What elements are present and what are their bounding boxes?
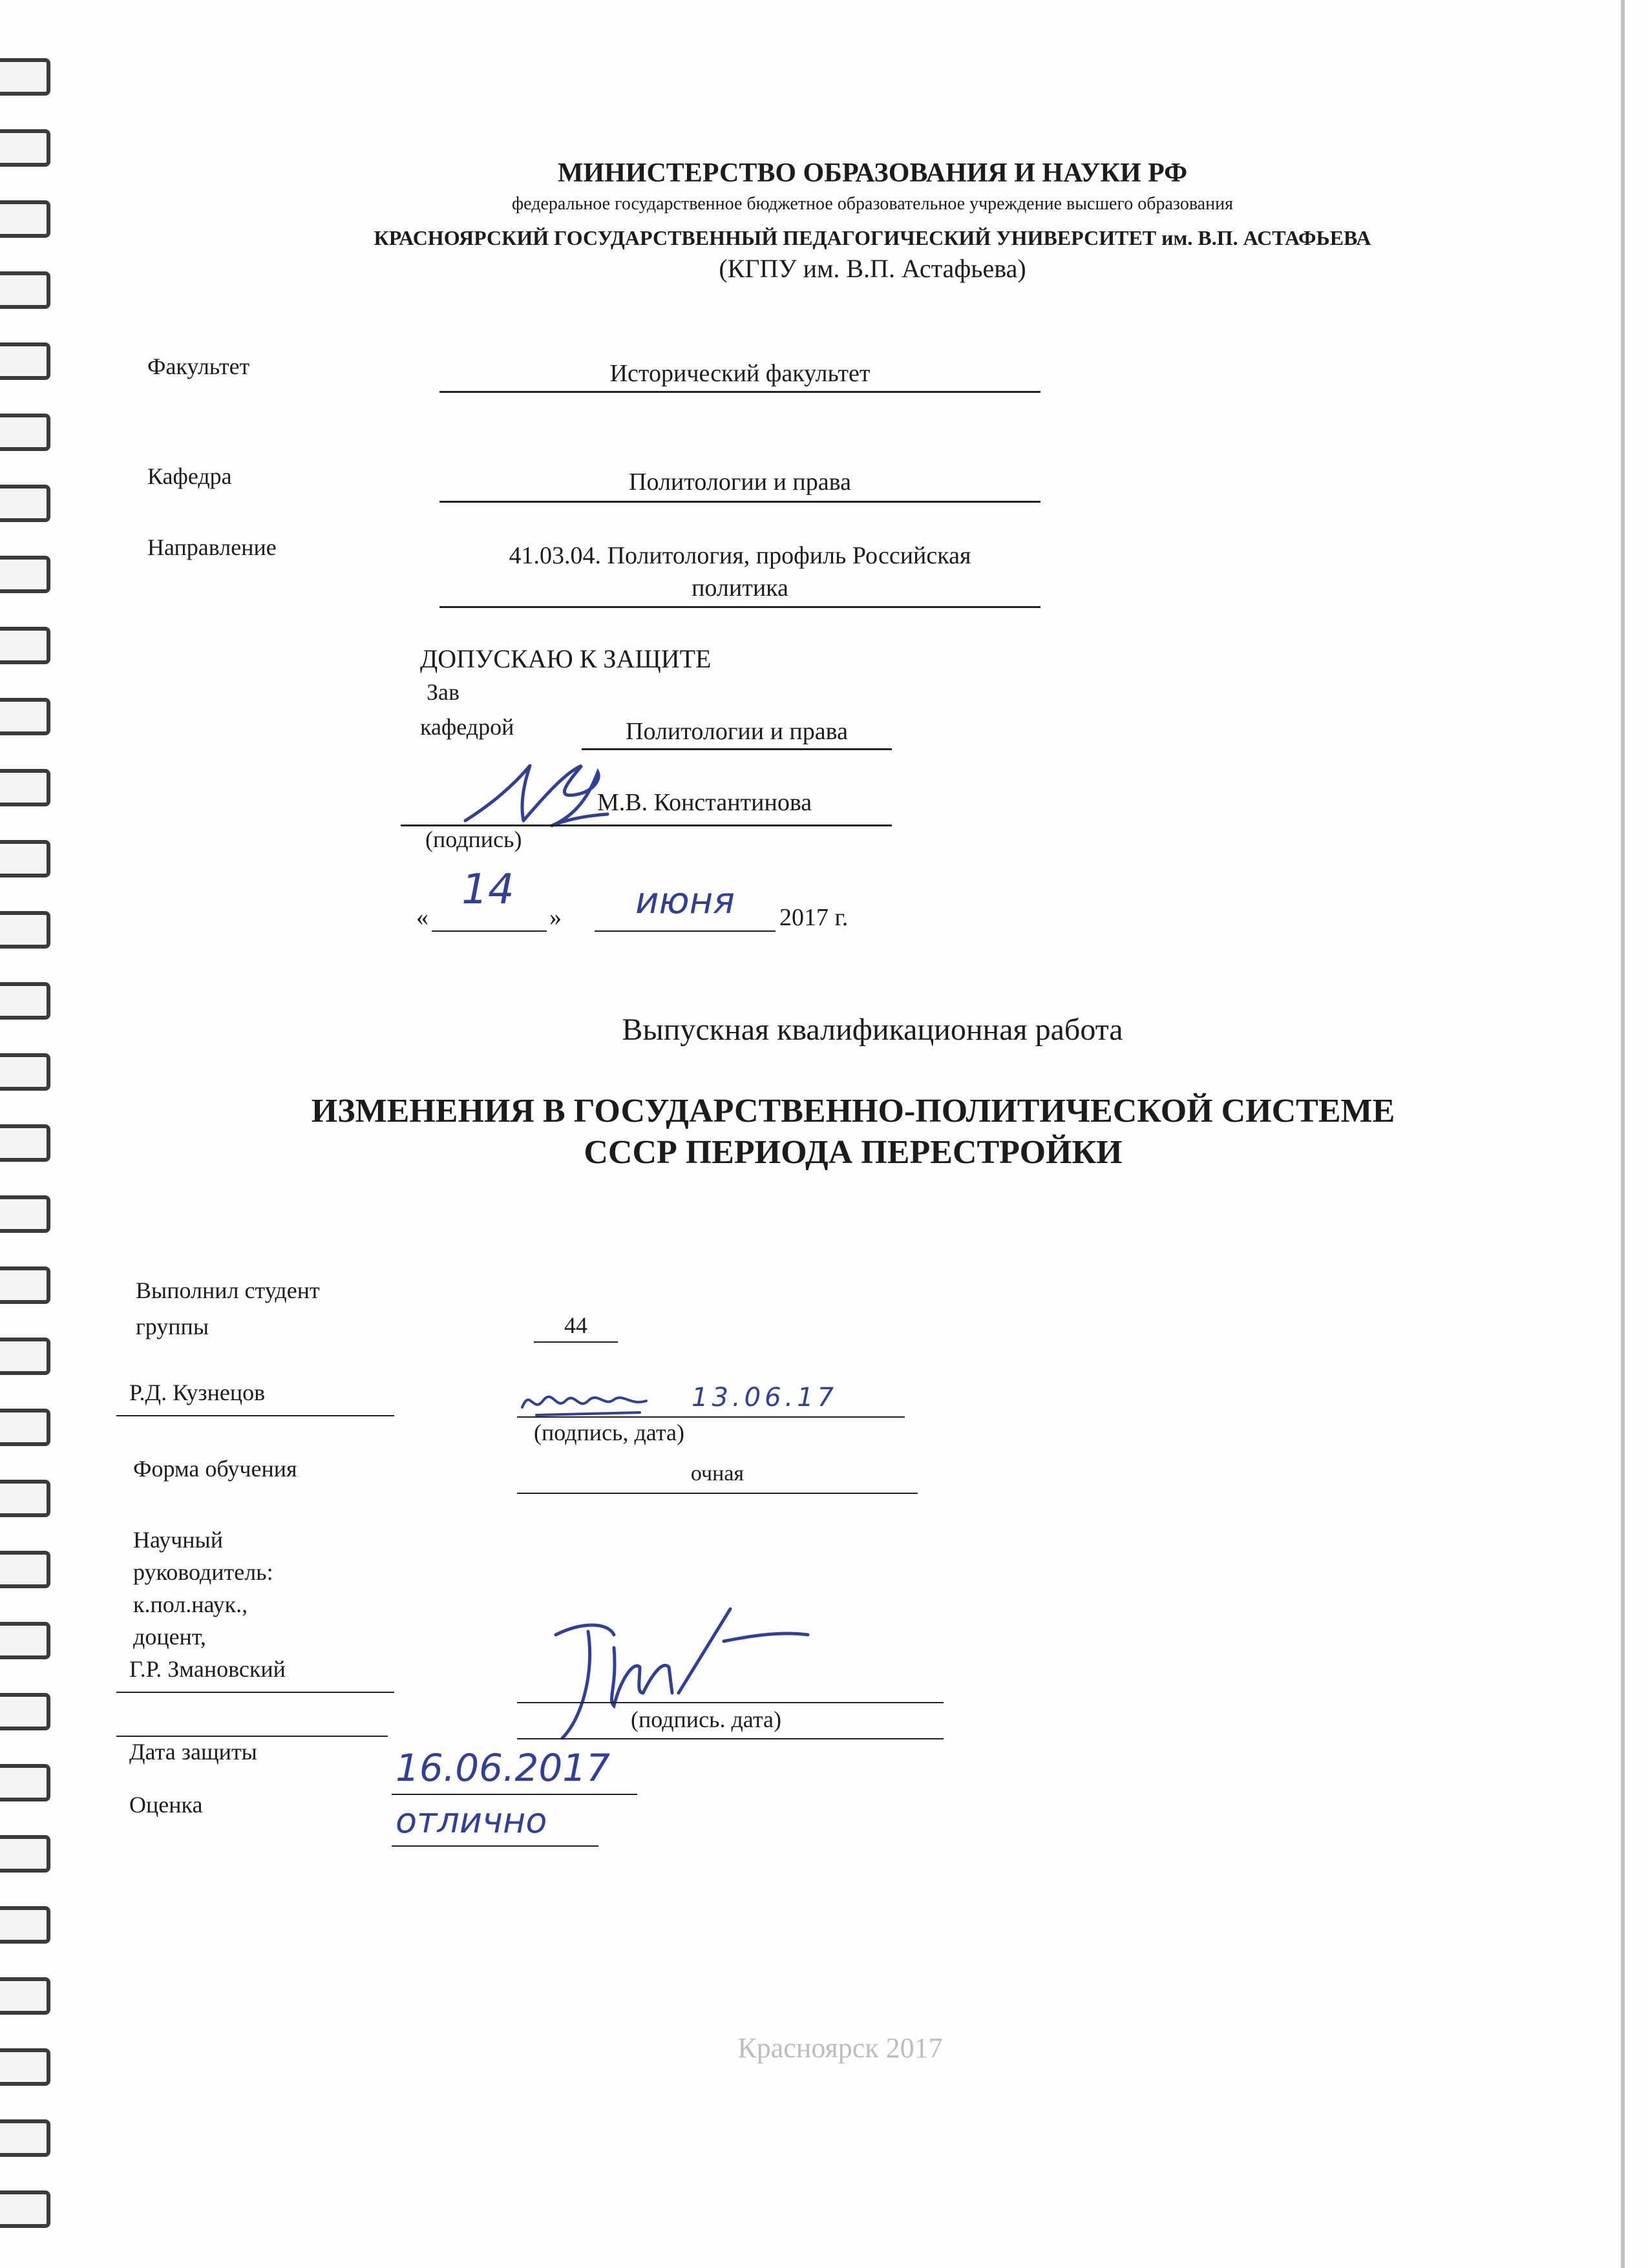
direction-underline — [439, 606, 1041, 608]
approval-date-close-quote: » — [549, 904, 562, 931]
faculty-value: Исторический факультет — [609, 360, 871, 387]
work-title-line2: СССР ПЕРИОДА ПЕРЕСТРОЙКИ — [584, 1134, 1123, 1171]
ministry-title: МИНИСТЕРСТВО ОБРАЗОВАНИЯ И НАУКИ РФ — [557, 158, 1188, 188]
grade-value: отлично — [396, 1800, 547, 1841]
approval-date-open-quote: « — [416, 904, 428, 931]
work-type: Выпускная квалификационная работа — [622, 1013, 1123, 1047]
supervisor-block-underline-right — [517, 1738, 944, 1739]
study-form-label: Форма обучения — [133, 1456, 297, 1482]
supervisor-name-underline — [116, 1692, 394, 1693]
head-label-line1: Зав — [427, 679, 460, 705]
approval-date-year: 2017 г. — [779, 904, 849, 931]
student-name-underline — [116, 1415, 394, 1416]
defense-date-underline — [392, 1794, 637, 1795]
page-edge — [1621, 0, 1625, 2268]
study-form-underline — [517, 1493, 918, 1494]
grade-label: Оценка — [129, 1792, 203, 1818]
direction-value-line1: 41.03.04. Политология, профиль Российская — [509, 542, 971, 569]
faculty-underline — [439, 391, 1041, 393]
supervisor-label-line4: доцент, — [133, 1624, 206, 1650]
student-signature-caption: (подпись, дата) — [534, 1420, 684, 1445]
student-signature-date: 13.06.17 — [692, 1383, 838, 1412]
student-label-line1: Выполнил студент — [136, 1277, 320, 1303]
supervisor-signature-caption: (подпись. дата) — [631, 1706, 781, 1732]
university-short: (КГПУ им. В.П. Астафьева) — [719, 254, 1026, 283]
student-signature — [517, 1381, 659, 1420]
approval-day-underline — [432, 930, 547, 932]
department-value: Политологии и права — [629, 468, 851, 496]
faculty-label: Факультет — [147, 353, 250, 379]
supervisor-label-line2: руководитель: — [133, 1559, 273, 1585]
head-signature — [452, 759, 620, 834]
spiral-binding — [0, 0, 71, 2268]
approval-date-day: 14 — [461, 866, 514, 914]
supervisor-block-underline-left — [116, 1736, 388, 1737]
student-group: 44 — [564, 1312, 587, 1338]
student-label-line2: группы — [136, 1314, 209, 1339]
defense-date-label: Дата защиты — [129, 1739, 257, 1765]
student-name: Р.Д. Кузнецов — [129, 1380, 266, 1405]
footer-city-year: Красноярск 2017 — [737, 2032, 943, 2064]
supervisor-signature-underline — [517, 1702, 944, 1703]
direction-label: Направление — [147, 534, 277, 560]
approval-month-underline — [595, 930, 776, 932]
student-group-underline — [534, 1341, 618, 1343]
direction-value-line2: политика — [692, 574, 788, 602]
department-label: Кафедра — [147, 463, 232, 489]
approval-date-month: июня — [635, 880, 735, 922]
grade-underline — [392, 1845, 598, 1847]
institution-type: федеральное государственное бюджетное образовательное учреждение высшего образования — [512, 194, 1233, 214]
supervisor-label-line3: к.пол.наук., — [133, 1591, 248, 1617]
head-department: Политологии и права — [626, 718, 848, 745]
study-form-value: очная — [690, 1462, 745, 1486]
head-name: М.В. Константинова — [597, 789, 812, 816]
university-name: КРАСНОЯРСКИЙ ГОСУДАРСТВЕННЫЙ ПЕДАГОГИЧЕСКИЙ УНИВЕРСИТЕТ им. В.П. АСТАФЬЕВА — [374, 226, 1371, 249]
work-title-line1: ИЗМЕНЕНИЯ В ГОСУДАРСТВЕННО-ПОЛИТИЧЕСКОЙ СИСТЕМЕ — [311, 1093, 1395, 1129]
department-underline — [439, 501, 1041, 503]
head-signature-caption: (подпись) — [425, 826, 522, 852]
student-signature-underline — [517, 1416, 905, 1418]
supervisor-label-line1: Научный — [133, 1527, 223, 1553]
defense-date-value: 16.06.2017 — [396, 1746, 611, 1790]
head-label-line2: кафедрой — [420, 714, 514, 740]
supervisor-name: Г.Р. Змановский — [129, 1656, 286, 1682]
approval-heading: ДОПУСКАЮ К ЗАЩИТЕ — [420, 644, 712, 673]
head-department-underline — [582, 748, 892, 750]
